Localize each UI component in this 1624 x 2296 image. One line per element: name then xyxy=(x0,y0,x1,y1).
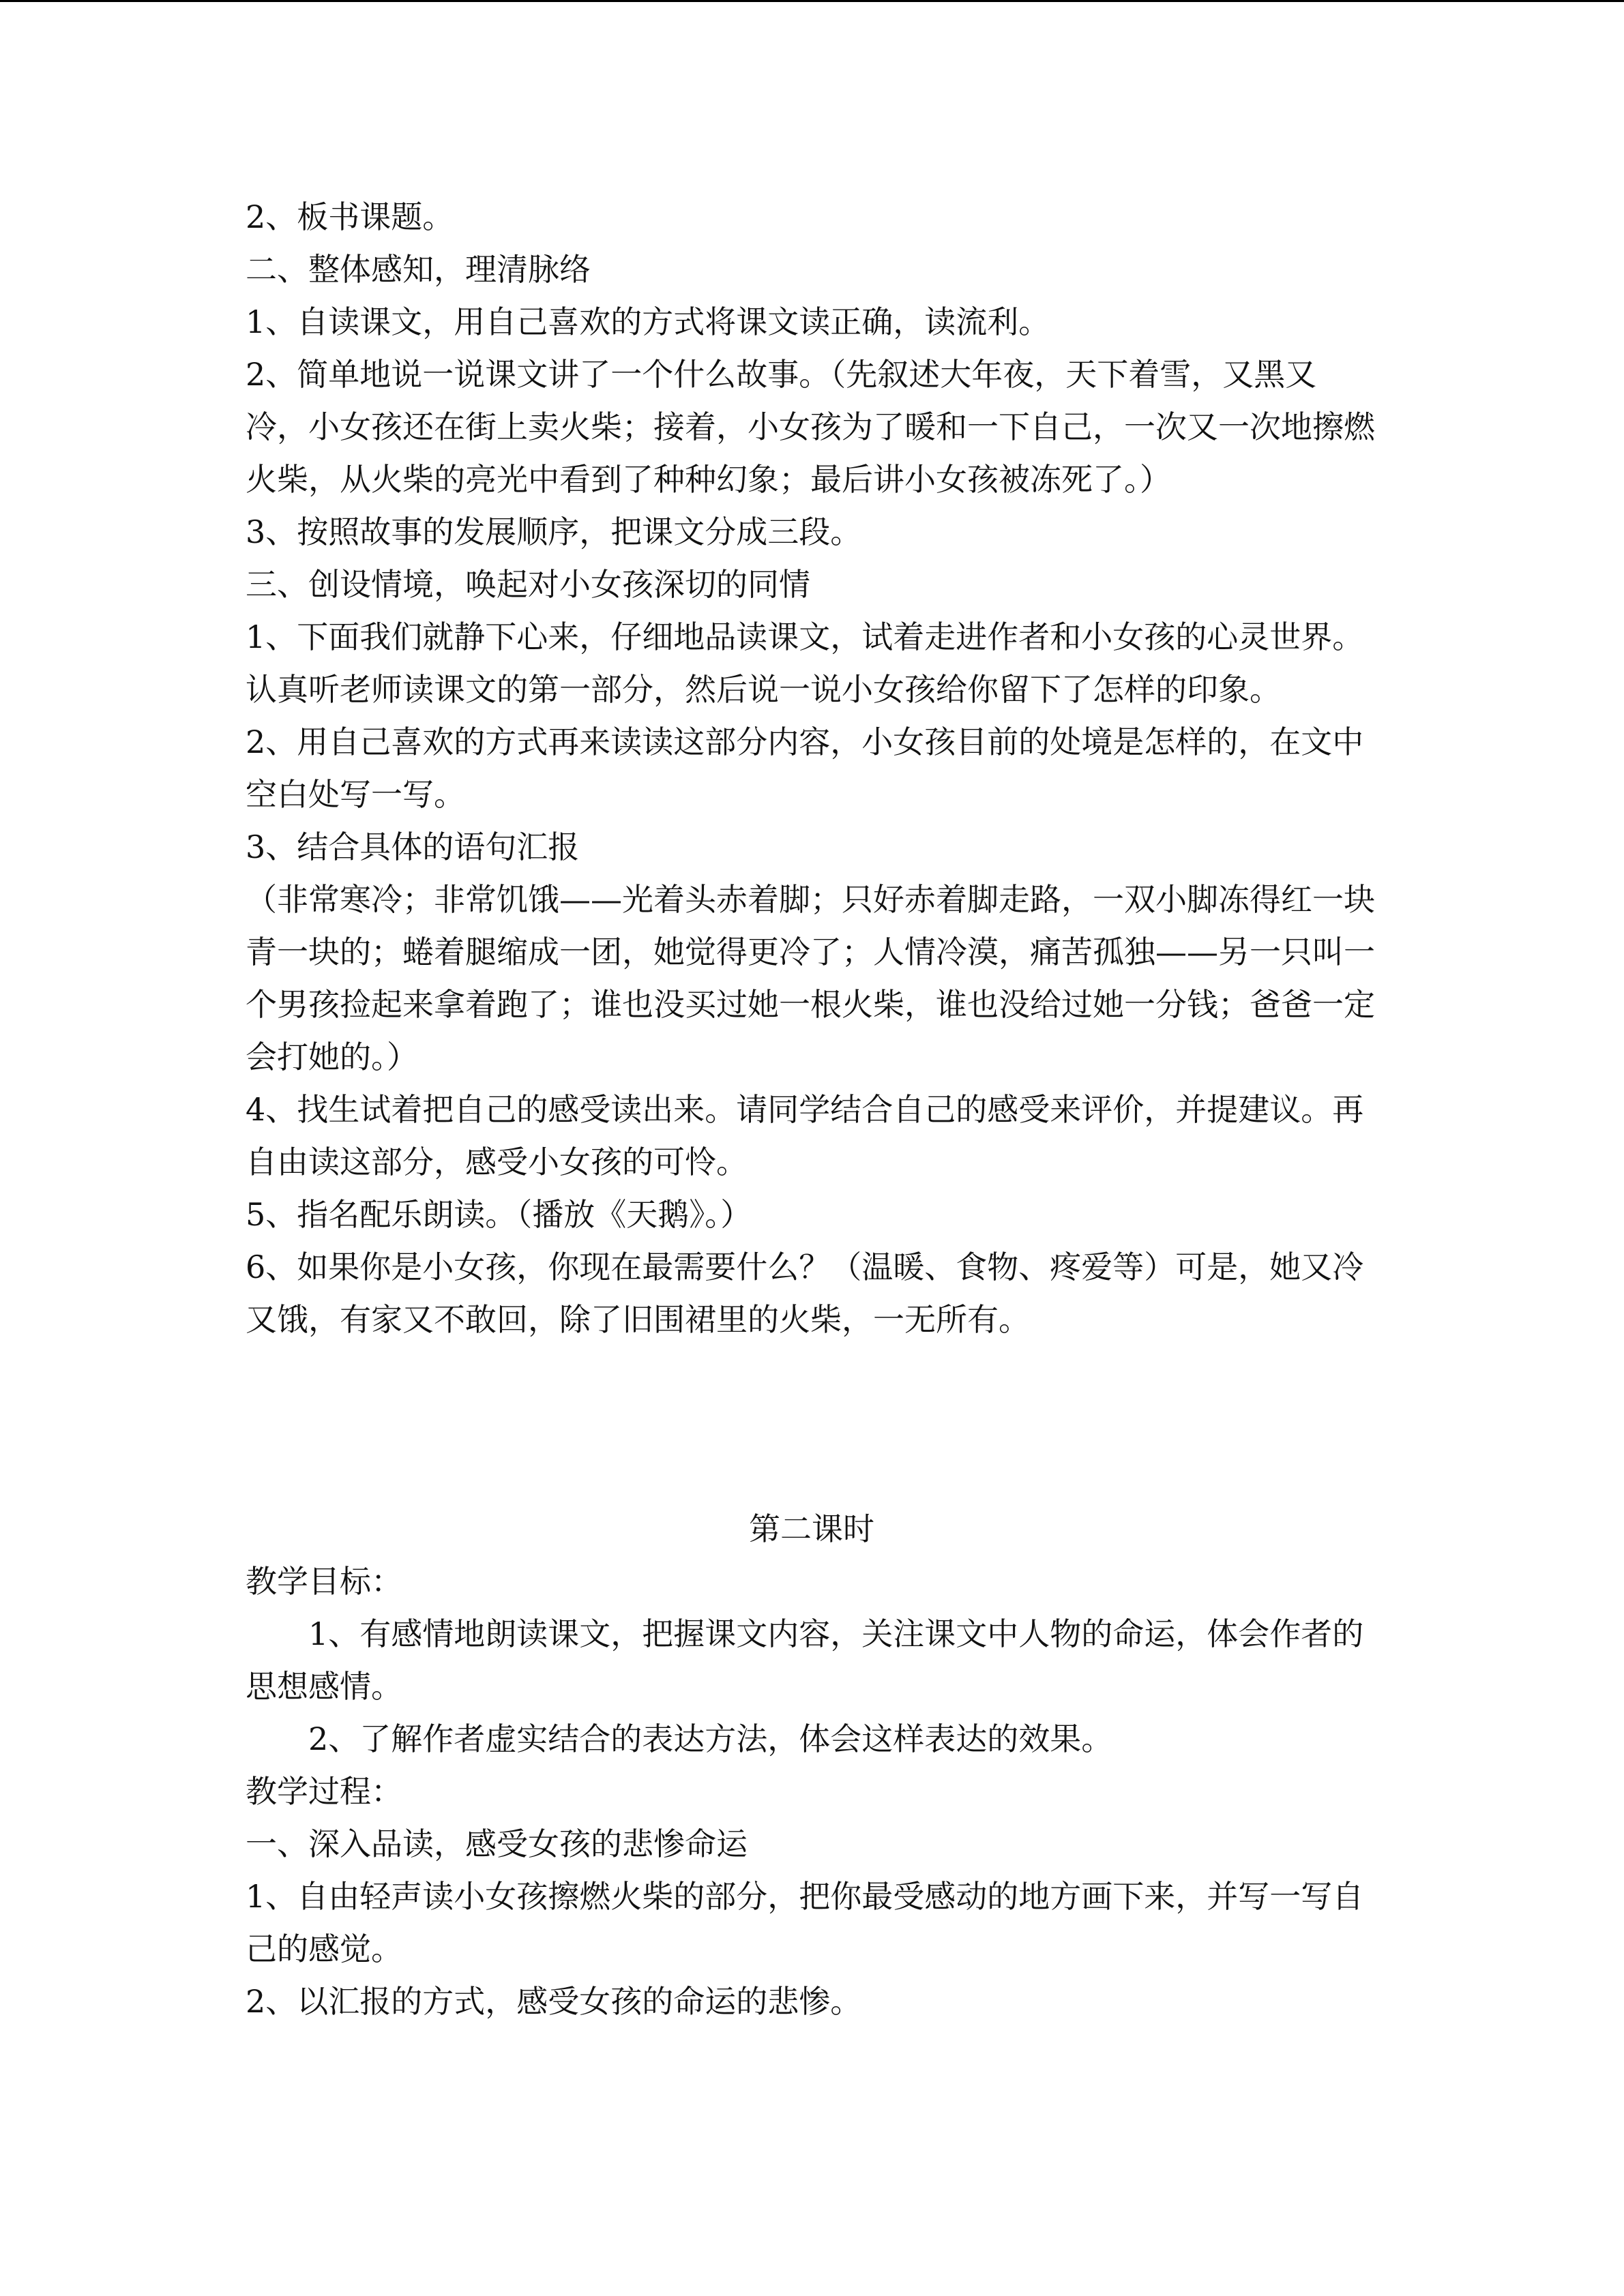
paragraph-what-needed: 6、如果你是小女孩，你现在最需要什么？（温暖、食物、疼爱等）可是，她又冷又饿，有家又不敢回，除了旧围裙里的火柴，一无所有。 xyxy=(246,1249,1364,1338)
teaching-process-label: 教学过程： xyxy=(246,1773,402,1810)
step-1: 1、自由轻声读小女孩擦燃火柴的部分，把你最受感动的地方画下来，并写一写自己的感觉。 xyxy=(246,1878,1364,1967)
teaching-goals-label: 教学目标： xyxy=(246,1563,402,1600)
page-top-border xyxy=(0,0,1624,2)
paragraph-report: 3、结合具体的语句汇报 xyxy=(246,829,580,865)
section-spacer xyxy=(246,1346,1378,1503)
paragraph-report-details: （非常寒冷；非常饥饿——光着头赤着脚；只好赤着脚走路，一双小脚冻得红一块青一块的；蜷着腿缩成一团，她觉得更冷了；人情冷漠，痛苦孤独——另一只叫一个男孩捡起来拿着跑了；谁也没买过她一根火柴，谁也没给过她一分钱；爸爸一定会打她的。） xyxy=(246,881,1375,1075)
paragraph-divide-sections: 3、按照故事的发展顺序，把课文分成三段。 xyxy=(246,513,862,550)
teaching-goal-1: 1、有感情地朗读课文，把握课文内容，关注课文中人物的命运，体会作者的思想感情。 xyxy=(246,1615,1364,1705)
paragraph-listen-teacher: 1、下面我们就静下心来，仔细地品读课文，试着走进作者和小女孩的心灵世界。认真听老师读课文的第一部分，然后说一说小女孩给你留下了怎样的印象。 xyxy=(246,618,1364,708)
paragraph-music-reading: 5、指名配乐朗读。（播放《天鹅》。） xyxy=(246,1196,752,1233)
step-heading-deep-reading: 一、深入品读，感受女孩的悲惨命运 xyxy=(246,1825,748,1862)
paragraph-read-again: 2、用自己喜欢的方式再来读读这部分内容，小女孩目前的处境是怎样的，在文中空白处写一写。 xyxy=(246,724,1364,813)
section-heading-overall-perception: 二、整体感知，理清脉络 xyxy=(246,251,591,288)
paragraph-story-summary: 2、简单地说一说课文讲了一个什么故事。（先叙述大年夜，天下着雪，又黑又冷，小女孩还在街上卖火柴；接着，小女孩为了暖和一下自己，一次又一次地擦燃火柴，从火柴的亮光中看到了种种幻象；最后讲小女孩被冻死了。） xyxy=(246,356,1375,498)
section-heading-create-situation: 三、创设情境，唤起对小女孩深切的同情 xyxy=(246,566,810,603)
teaching-goal-2: 2、了解作者虚实结合的表达方法，体会这样表达的效果。 xyxy=(308,1720,1113,1757)
paragraph-self-read: 1、自读课文，用自己喜欢的方式将课文读正确，读流利。 xyxy=(246,303,1050,340)
document-page xyxy=(246,191,1378,2028)
step-2: 2、以汇报的方式，感受女孩的命运的悲惨。 xyxy=(246,1983,862,2020)
lesson-heading: 第二课时 xyxy=(749,1510,874,1547)
paragraph-read-feelings: 4、找生试着把自己的感受读出来。请同学结合自己的感受来评价，并提建议。再自由读这部分，感受小女孩的可怜。 xyxy=(246,1091,1364,1180)
paragraph-board-title: 2、板书课题。 xyxy=(246,198,454,235)
